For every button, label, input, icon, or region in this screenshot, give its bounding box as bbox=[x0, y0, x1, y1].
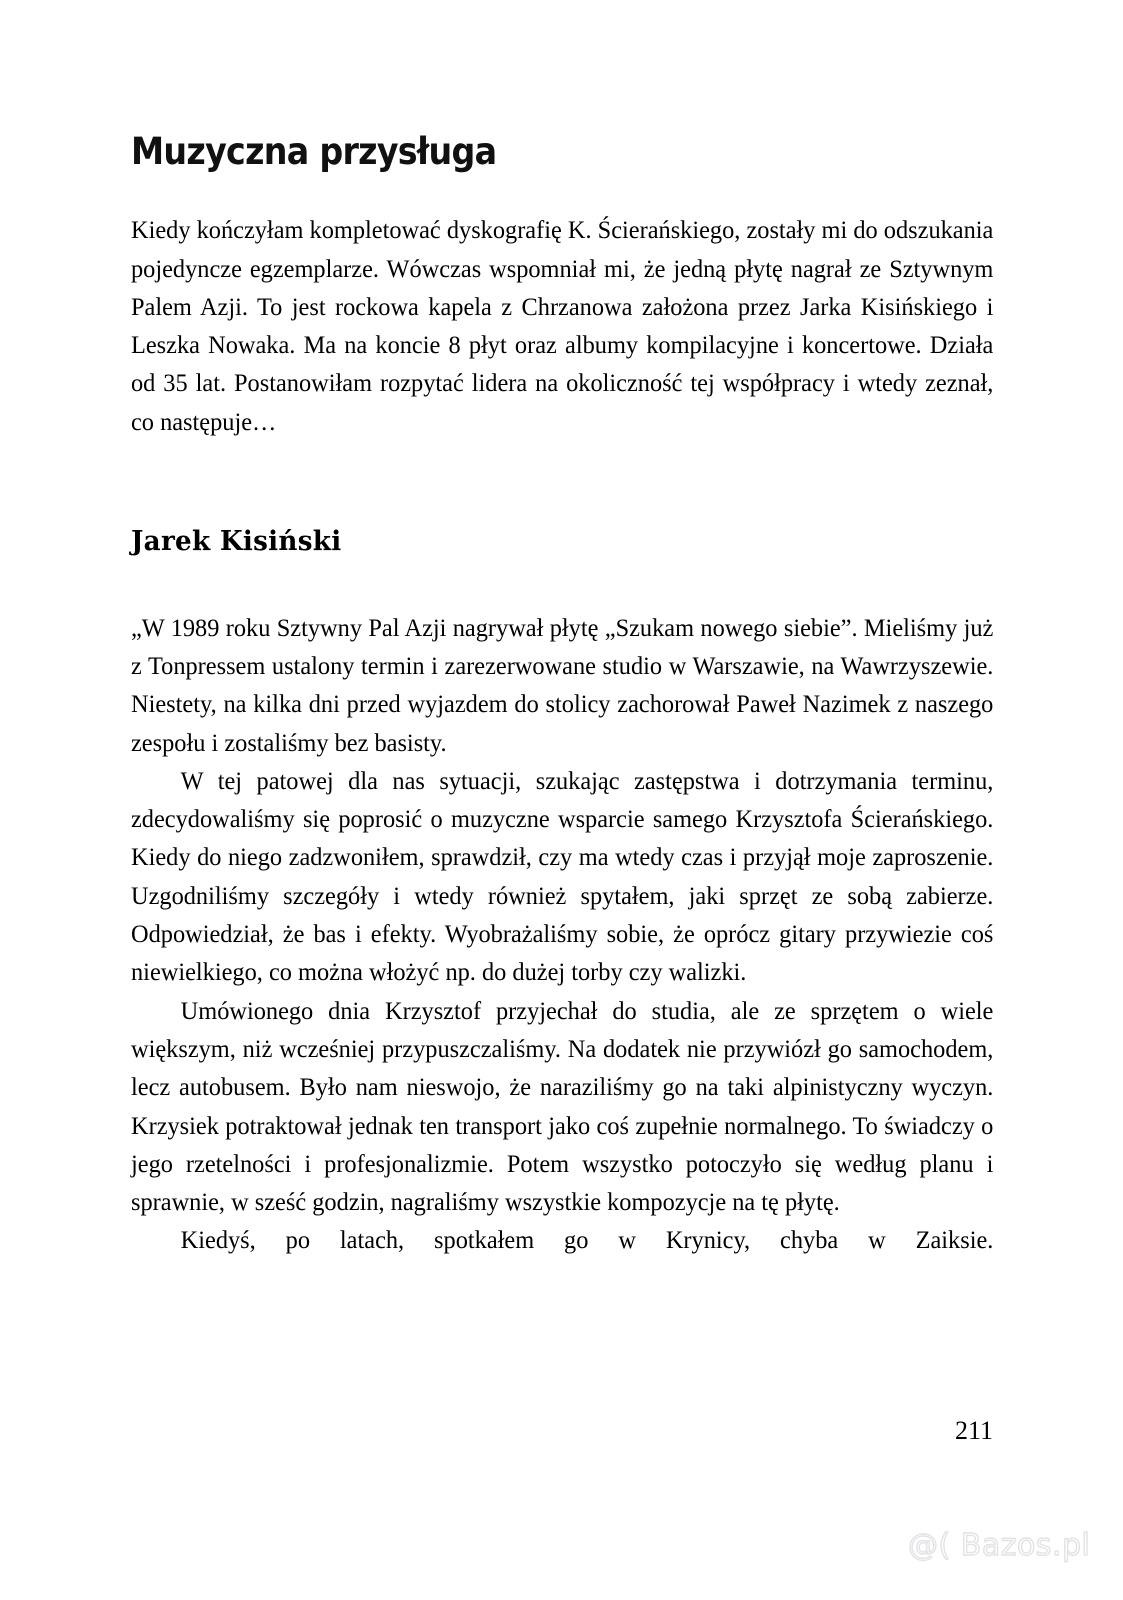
page-number: 211 bbox=[954, 1416, 993, 1445]
quote-paragraph-4: Kiedyś, po latach, spotkałem go w Krynicy, chyba w Zaiksie. bbox=[180, 1225, 994, 1255]
section-heading-jarek-kisinski: Jarek Kisiński bbox=[131, 526, 342, 557]
page-title: Muzyczna przysługa bbox=[131, 130, 497, 173]
watermark-bazos: @( Bazos.pl bbox=[908, 1528, 1091, 1563]
quote-paragraph-1: „W 1989 roku Sztywny Pal Azji nagrywał płytę „Szukam nowego siebie”. Mieliśmy już z Tonpressem ustalony termin i zarezerwowane studio w Warszawie, na Wawrzyszewie. Niestety, na kilka dni przed wyjazdem do stolicy zachorował Paweł Nazimek z naszego zespołu i zostaliśmy bez basisty. bbox=[131, 612, 994, 757]
quote-paragraph-2: W tej patowej dla nas sytuacji, szukając zastępstwa i dotrzymania terminu, zdecydowaliśmy się poprosić o muzyczne wsparcie samego Krzysztofa Ścierańskiego. Kiedy do niego zadzwoniłem, sprawdził, czy ma wtedy czas i przyjął moje zaproszenie. Uzgodniliśmy szczegóły i wtedy również spytałem, jaki sprzęt ze sobą zabierze. Odpowiedział, że bas i efekty. Wyobrażaliśmy sobie, że oprócz gitary przywiezie coś niewielkiego, co można włożyć np. do dużej torby czy walizki. bbox=[131, 765, 994, 987]
intro-paragraph: Kiedy kończyłam kompletować dyskografię K. Ścierańskiego, zostały mi do odszukania pojedyncze egzemplarze. Wówczas wspomniał mi, że jedną płytę nagrał ze Sztywnym Palem Azji. To jest rockowa kapela z Chrzanowa założona przez Jarka Kisińskiego i Leszka Nowaka. Ma na koncie 8 płyt oraz albumy kompilacyjne i koncertowe. Działa od 35 lat. Postanowiłam rozpytać lidera na okoliczność tej współpracy i wtedy zeznał, co następuje… bbox=[131, 215, 994, 436]
spacer-after-heading bbox=[131, 557, 993, 609]
page-content bbox=[131, 132, 993, 1260]
spacer-before-heading bbox=[131, 487, 993, 527]
quote-paragraph-3: Umówionego dnia Krzysztof przyjechał do studia, ale ze sprzętem o wiele większym, niż wcześniej przypuszczaliśmy. Na dodatek nie przywiózł go samochodem, lecz autobusem. Było nam nieswojo, że naraziliśmy go na taki alpinistyczny wyczyn. Krzysiek potraktował jednak ten transport jako coś zupełnie normalnego. To świadczy o jego rzetelności i profesjonalizmie. Potem wszystko potoczyło się według planu i sprawnie, w sześć godzin, nagraliśmy wszystkie kompozycje na tę płytę. bbox=[131, 995, 994, 1217]
